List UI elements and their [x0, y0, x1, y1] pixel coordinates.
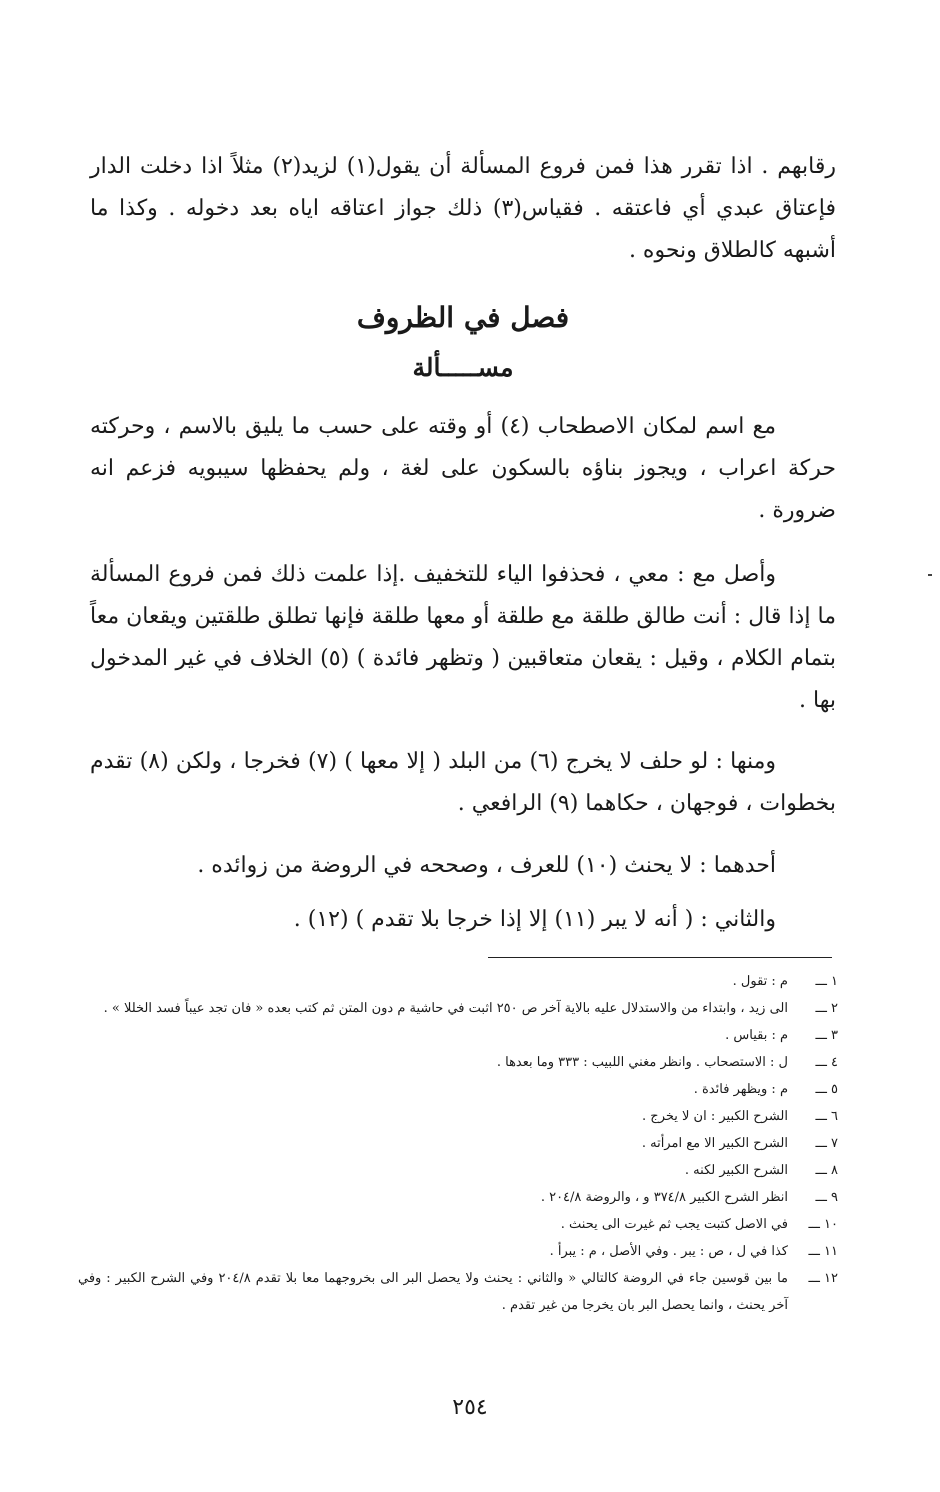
- footnote-item: [78, 1157, 838, 1184]
- paragraph-ma-origin: وأصل مع : معي ، فحذفوا الياء للتخفيف .إذا علمت ذلك فمن فروع المسألة ما إذا قال : أنت طالق طلقة مع طلقة أو معها طلقة فإنها تطلق طلقتين ويقعان معاً بتمام الكلام ، وقيل : يقعان متعاقبين ( وتظهر فائدة ) (٥) الخلاف في غير المدخول بها .: [90, 562, 837, 713]
- footnote-number: ١٢ ـــ: [808, 1271, 838, 1286]
- footnote-number: ٦ ـــ: [815, 1109, 838, 1124]
- footnote-number: ٧ ـــ: [815, 1136, 838, 1151]
- footnote-number: ٥ ـــ: [815, 1082, 838, 1097]
- section-heading: فصل في الظروف: [356, 301, 570, 334]
- footnote-text: الشرح الكبير لكنه .: [684, 1163, 788, 1178]
- footnote-item: [78, 1076, 838, 1103]
- footnote-number: ١١ ـــ: [808, 1244, 838, 1259]
- footnote-item: [78, 1103, 838, 1130]
- paragraph-oath-case: ومنها : لو حلف لا يخرج (٦) من البلد ( إلا معها ) (٧) فخرجا ، ولكن (٨) تقدم بخطوات ، فوجهان ، حكاهما (٩) الرافعي .: [90, 749, 836, 816]
- footnote-item: [78, 1049, 838, 1076]
- footnote-divider: [488, 957, 832, 958]
- footnote-number: ٤ ـــ: [815, 1055, 838, 1070]
- footnote-item: [78, 1130, 838, 1157]
- subsection-heading-text: مســـــألة: [412, 353, 514, 382]
- footnote-text: م : ويظهر فائدة .: [693, 1082, 788, 1097]
- footnote-number: ٩ ـــ: [815, 1190, 838, 1205]
- footnote-text: الى زيد ، وابتداء من والاستدلال عليه بالاية آخر ص ٢٥٠ اثبت في حاشية م دون المتن ثم كتب بعده « فان تجد عيباً فسد الخللا » .: [103, 1001, 788, 1016]
- footnote-text: ل : الاستصحاب . وانظر مغني اللبيب : ٣٣٣ وما بعدها .: [496, 1055, 788, 1070]
- footnote-text: انظر الشرح الكبير ٣٧٤/٨ و ، والروضة ٢٠٤/٨ .: [540, 1190, 788, 1205]
- footnote-item: [78, 995, 838, 1022]
- footnote-number: ١ ـــ: [815, 974, 838, 989]
- footnote-text: كذا في ل ، ص : يبر . وفي الأصل ، م : يبرأ .: [549, 1244, 788, 1259]
- footnote-text: ما بين قوسين جاء في الروضة كالتالي « والثاني : يحنث ولا يحصل البر الى بخروجهما معا بلا تقدم ٢٠٤/٨ وفي الشرح الكبير : وفي آخر يحنث ، وانما يحصل البر بان يخرجا من غير تقدم .: [78, 1271, 789, 1313]
- footnotes-list: [78, 968, 838, 1319]
- footnote-item: [78, 1211, 838, 1238]
- footnote-number: ٣ ـــ: [815, 1028, 838, 1043]
- footnote-item: [78, 968, 838, 995]
- footnote-text: الشرح الكبير الا مع امرأته .: [641, 1136, 788, 1151]
- paragraph-second-view: والثاني : ( أنه لا يبر (١١) إلا إذا خرجا بلا تقدم ) (١٢) .: [293, 907, 776, 932]
- page-number: ٢٥٤: [452, 1395, 488, 1420]
- subsection-heading: [90, 350, 836, 386]
- paragraph-ma-definition: مع اسم لمكان الاصطحاب (٤) أو وقته على حسب ما يليق بالاسم ، وحركته حركة اعراب ، ويجوز بناؤه بالسكون على لغة ، ولم يحفظها سيبويه فزعم انه ضرورة .: [90, 414, 836, 523]
- footnote-number: ٢ ـــ: [815, 1001, 838, 1016]
- paragraph-intro: رقابهم . اذا تقرر هذا فمن فروع المسألة أن يقول(١) لزيد(٢) مثلاً اذا دخلت الدار فإعتاق عبدي أي فاعتقه . فقياس(٣) ذلك جواز اعتاقه اياه بعد دخوله . وكذا ما أشبهه كالطلاق ونحوه .: [90, 154, 837, 263]
- footnote-item: [78, 1022, 838, 1049]
- footnote-text: في الاصل كتبت يجب ثم غيرت الى يحنث .: [560, 1217, 788, 1232]
- footnote-item: [78, 1184, 838, 1211]
- footnote-item: [78, 1238, 838, 1265]
- footnote-number: ٨ ـــ: [815, 1163, 838, 1178]
- paragraph-first-view: أحدهما : لا يحنث (١٠) للعرف ، وصححه في الروضة من زوائده .: [197, 853, 776, 878]
- footnote-number: ١٠ ـــ: [808, 1217, 838, 1232]
- footnote-text: م : تقول .: [732, 974, 788, 989]
- footnote-text: الشرح الكبير : ان لا يخرج .: [642, 1109, 788, 1124]
- footnote-item: [78, 1265, 838, 1319]
- margin-mark: [928, 574, 932, 576]
- footnote-text: م : بقياس .: [725, 1028, 788, 1043]
